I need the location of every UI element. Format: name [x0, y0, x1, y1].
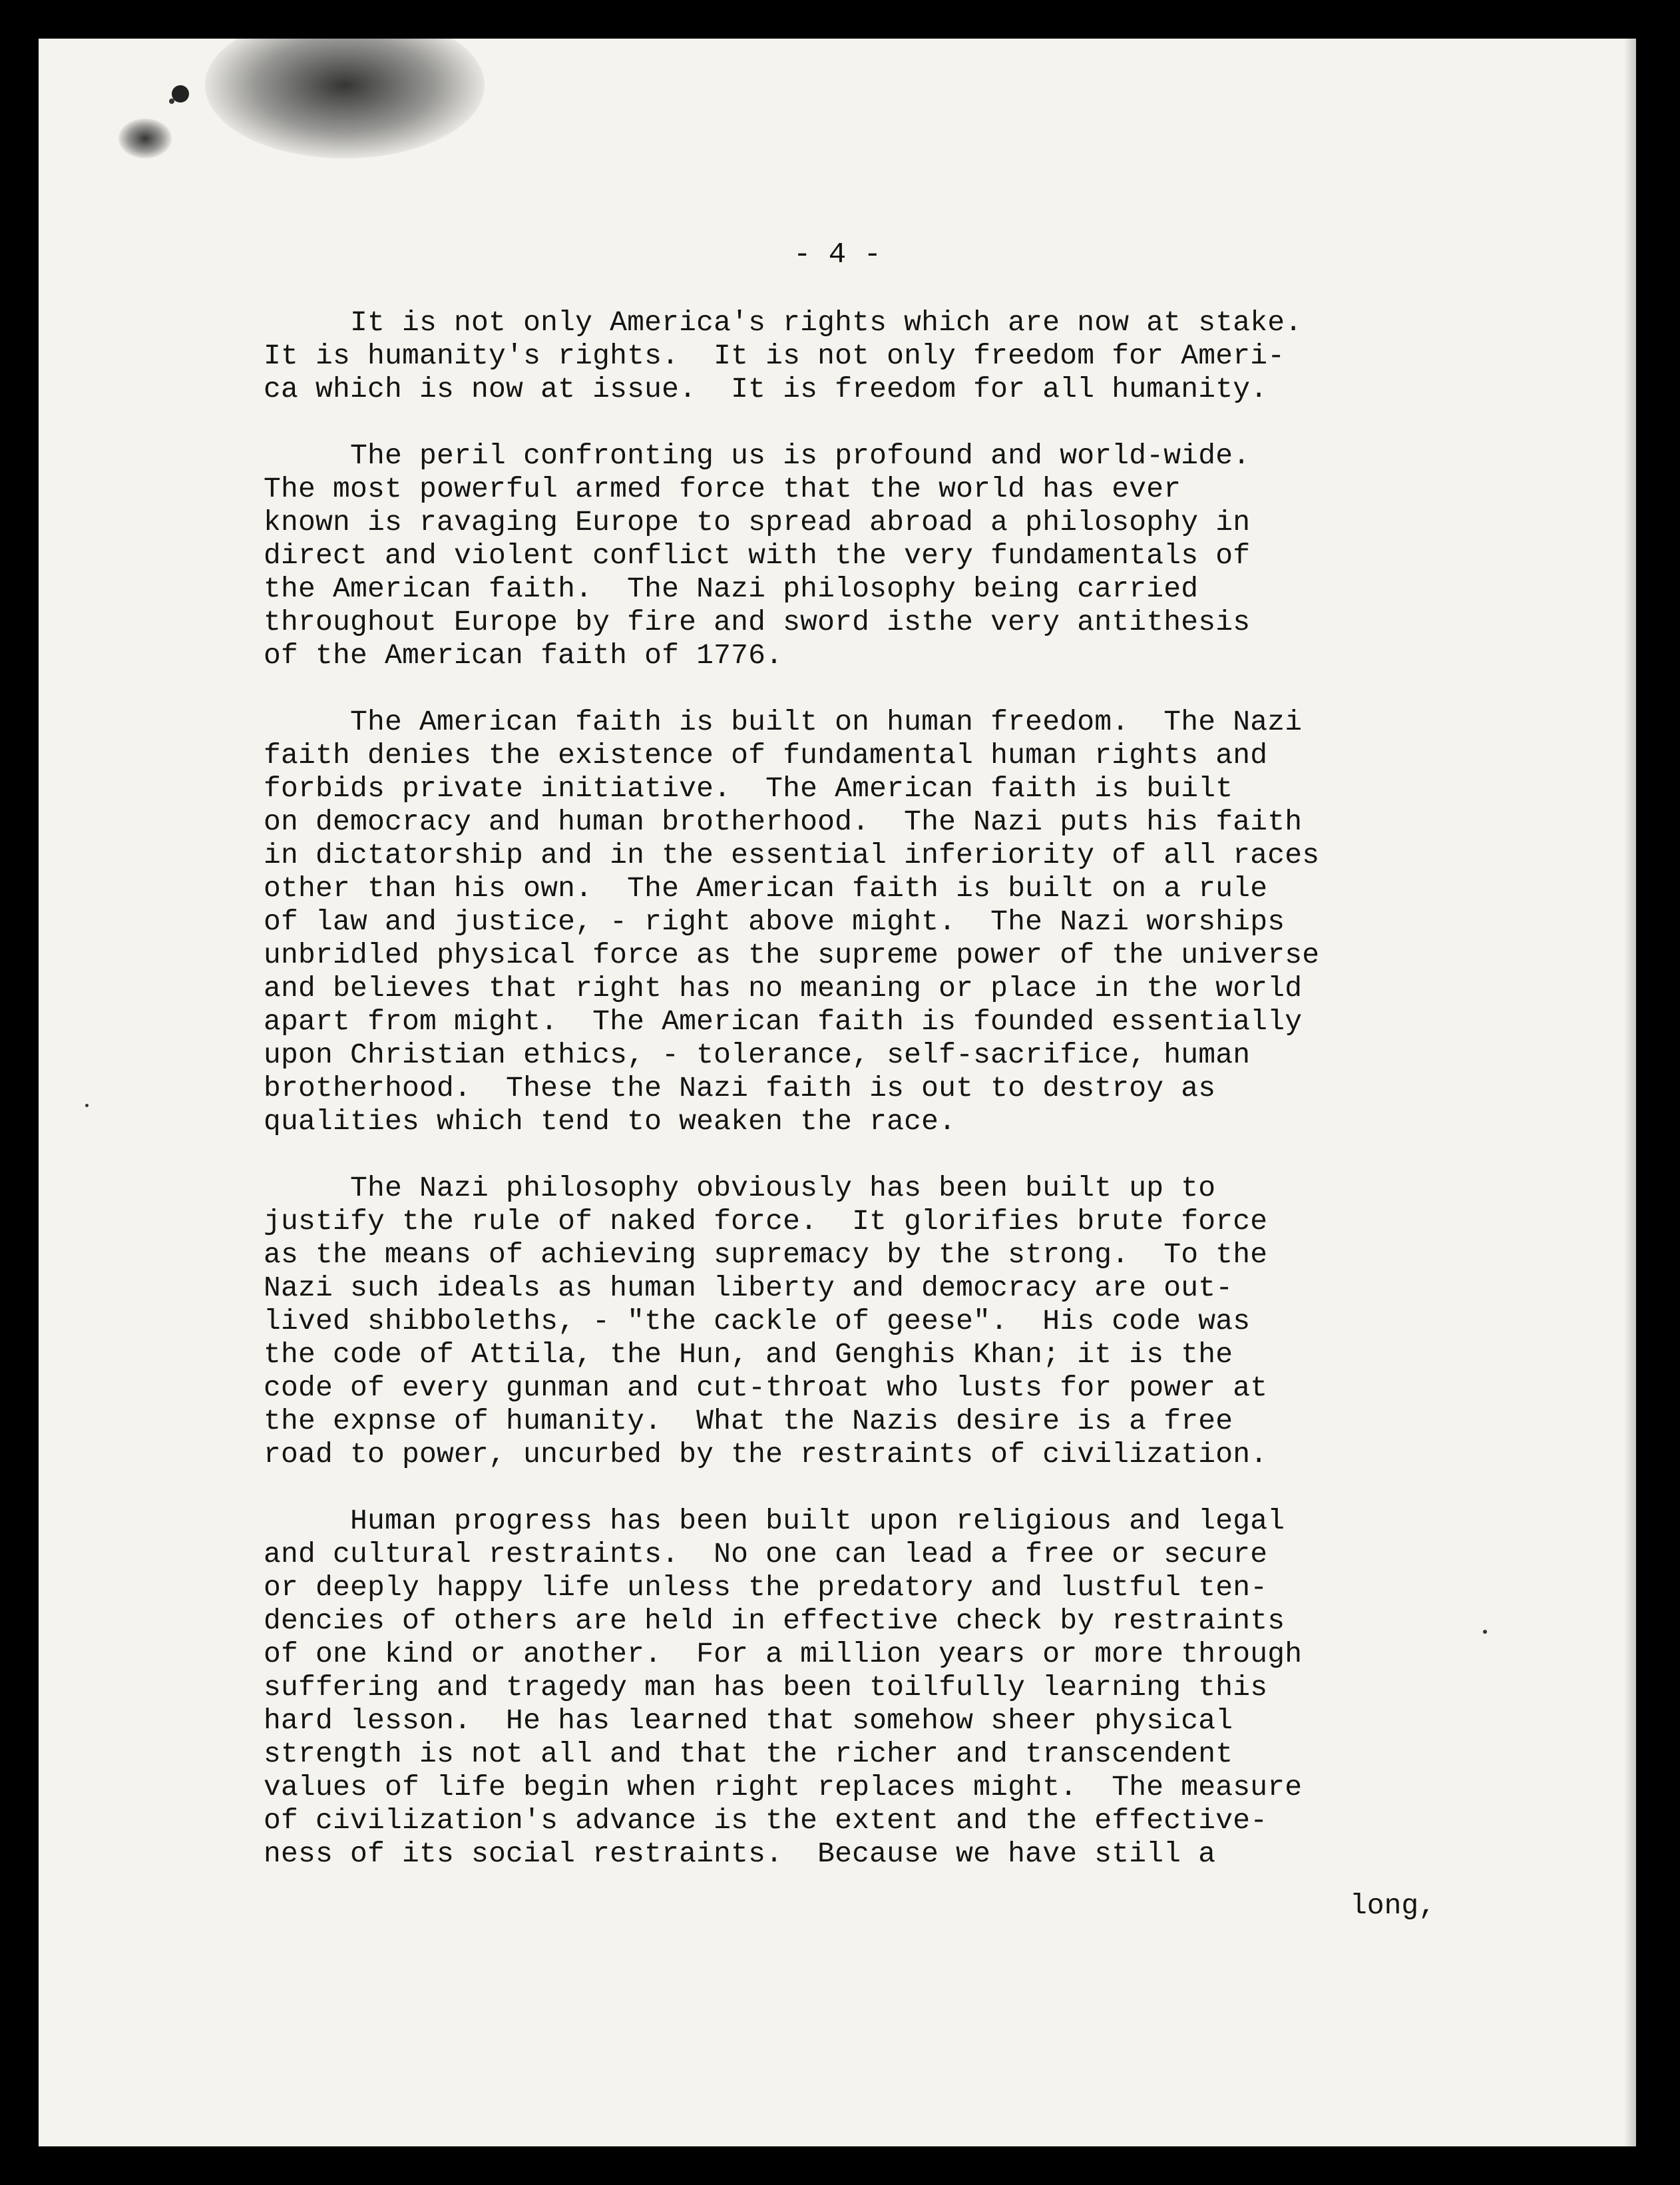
text-line: other than his own. The American faith is built on a rule [264, 872, 1268, 905]
text-line: Human progress has been built upon religious and legal [264, 1505, 1285, 1537]
text-line: The most powerful armed force that the world has ever [264, 473, 1181, 505]
text-line: unbridled physical force as the supreme power of the universe [264, 939, 1320, 971]
text-line: ca which is now at issue. It is freedom for all humanity. [264, 373, 1268, 405]
text-line: of one kind or another. For a million years or more through [264, 1638, 1303, 1670]
paragraph [264, 439, 1555, 672]
text-line: of law and justice, - right above might. The Nazi worships [264, 905, 1285, 938]
text-line: Nazi such ideals as human liberty and democracy are out- [264, 1272, 1233, 1304]
text-line: the American faith. The Nazi philosophy being carried [264, 573, 1199, 605]
text-line: upon Christian ethics, - tolerance, self-sacrifice, human [264, 1039, 1251, 1071]
text-line: faith denies the existence of fundamental human rights and [264, 739, 1268, 772]
text-line: or deeply happy life unless the predatory and lustful ten- [264, 1571, 1268, 1604]
text-line: brotherhood. These the Nazi faith is out to destroy as [264, 1072, 1216, 1104]
text-line: forbids private initiative. The American faith is built [264, 772, 1233, 805]
text-line: dencies of others are held in effective check by restraints [264, 1604, 1285, 1637]
text-line: qualities which tend to weaken the race. [264, 1105, 956, 1138]
text-line: ness of its social restraints. Because we have still a [264, 1837, 1216, 1870]
ink-speck [169, 99, 174, 104]
document-page [39, 39, 1636, 2146]
body-text [264, 306, 1555, 1904]
text-line: the expnse of humanity. What the Nazis desire is a free [264, 1405, 1233, 1437]
text-line: lived shibboleths, - "the cackle of geese". His code was [264, 1305, 1251, 1337]
ink-smudge [205, 39, 485, 158]
text-line: known is ravaging Europe to spread abroad a philosophy in [264, 506, 1251, 539]
text-line: in dictatorship and in the essential inferiority of all races [264, 839, 1320, 871]
text-line: and believes that right has no meaning or place in the world [264, 972, 1303, 1005]
ink-speck [85, 1104, 89, 1107]
text-line: direct and violent conflict with the very fundamentals of [264, 539, 1251, 572]
text-line: strength is not all and that the richer and transcendent [264, 1738, 1233, 1770]
text-line: throughout Europe by fire and sword isthe very antithesis [264, 606, 1251, 638]
text-line: The American faith is built on human freedom. The Nazi [264, 706, 1303, 738]
text-line: justify the rule of naked force. It glorifies brute force [264, 1205, 1268, 1238]
text-line: hard lesson. He has learned that somehow sheer physical [264, 1704, 1233, 1737]
text-line: The peril confronting us is profound and world-wide. [264, 439, 1251, 472]
paragraph [264, 1505, 1555, 1871]
text-line: It is not only America's rights which are now at stake. [264, 306, 1303, 339]
continuation-word: long, [1350, 1889, 1436, 1922]
text-line: on democracy and human brotherhood. The Nazi puts his faith [264, 806, 1303, 838]
text-line: code of every gunman and cut-throat who lusts for power at [264, 1371, 1268, 1404]
text-line: the code of Attila, the Hun, and Genghis Khan; it is the [264, 1338, 1233, 1371]
paragraph [264, 1172, 1555, 1471]
text-line: of the American faith of 1776. [264, 639, 783, 672]
page-edge-shadow [1624, 39, 1636, 2146]
text-line: The Nazi philosophy obviously has been built up to [264, 1172, 1216, 1204]
text-line: road to power, uncurbed by the restraints of civilization. [264, 1438, 1268, 1471]
page-number: - 4 - [793, 238, 882, 272]
ink-smudge [118, 119, 172, 158]
text-line: values of life begin when right replaces might. The measure [264, 1771, 1303, 1804]
text-line: It is humanity's rights. It is not only freedom for Ameri- [264, 340, 1285, 372]
text-line: suffering and tragedy man has been toilfully learning this [264, 1671, 1268, 1704]
paragraph [264, 706, 1555, 1138]
text-line: and cultural restraints. No one can lead a free or secure [264, 1538, 1268, 1571]
paragraph [264, 306, 1555, 406]
text-line: as the means of achieving supremacy by the strong. To the [264, 1238, 1268, 1271]
text-line: of civilization's advance is the extent and the effective- [264, 1804, 1268, 1837]
text-line: apart from might. The American faith is founded essentially [264, 1005, 1303, 1038]
